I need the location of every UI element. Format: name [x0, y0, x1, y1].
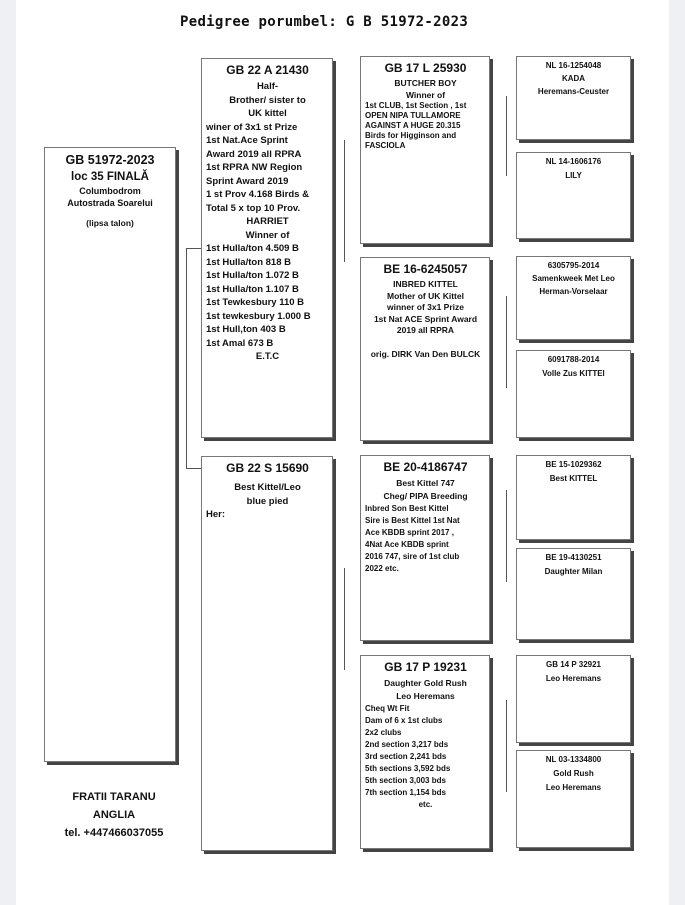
- dam-dam-box: [360, 655, 490, 849]
- breeder-phone: tel. +447466037055: [64, 827, 164, 839]
- ggp-ring: NL 03-1334800: [545, 755, 602, 764]
- sd-line: 1st Nat ACE Sprint Award: [373, 313, 478, 324]
- subject-box: [44, 147, 176, 762]
- ggp-ring: BE 15-1029362: [545, 460, 602, 469]
- subject-line: loc 35 FINALĂ: [71, 171, 149, 183]
- ggp-line: Herman-Vorselaar: [539, 287, 608, 296]
- sire-line: HARRIET: [246, 216, 289, 227]
- sd-line: 2019 all RPRA: [396, 325, 455, 335]
- sire-line: Half-: [256, 81, 279, 92]
- ggp-line: Samenkweek Met Leo: [532, 274, 615, 283]
- dd-line: 2nd section 3,217 bds: [365, 740, 449, 749]
- dd-line: Cheq Wt Fit: [365, 704, 410, 713]
- sire-line: 1st Nat.Ace Sprint: [206, 135, 288, 146]
- sire-line: 1st Hulla/ton 1.107 B: [206, 283, 299, 295]
- sd-line: orig. DIRK Van Den BULCK: [370, 348, 481, 359]
- sd-line: Mother of UK Kittel: [387, 290, 464, 301]
- dd-line: 5th sections 3,592 bds: [365, 764, 451, 773]
- dd-line: 3rd section 2,241 bds: [365, 752, 447, 761]
- sire-line: Winner of: [245, 229, 290, 241]
- sire-line: 1st Amal 673 B: [206, 337, 274, 349]
- sd-line: INBRED KITTEL: [393, 279, 458, 289]
- dd-line: Dam of 6 x 1st clubs: [365, 716, 443, 725]
- dd-line: Leo Heremans: [396, 691, 455, 701]
- dam-line: blue pied: [246, 495, 289, 507]
- breeder-country: ANGLIA: [92, 809, 136, 821]
- ds-line: Sire is Best Kittel 1st Nat: [365, 516, 460, 525]
- ss-line: Birds for Higginson and: [365, 131, 457, 140]
- sire-line: UK kittel: [248, 108, 287, 119]
- connector: [186, 248, 187, 468]
- sire-line: Total 5 x top 10 Prov.: [206, 202, 301, 214]
- sire-line: 1st tewkesbury 1.000 B: [206, 310, 311, 322]
- connector: [344, 140, 345, 262]
- sire-line: 1st Tewkesbury 110 B: [206, 297, 305, 308]
- dam-line: Her:: [206, 509, 226, 520]
- connector: [186, 248, 201, 249]
- ggp-ring: BE 19-4130251: [545, 553, 602, 562]
- ggp-box-2: [516, 152, 631, 239]
- sire-line: Brother/ sister to: [229, 94, 306, 106]
- connector: [186, 468, 201, 469]
- sire-ring: GB 22 A 21430: [226, 63, 309, 77]
- sire-line: winer of 3x1 st Prize: [206, 121, 298, 133]
- connector: [344, 568, 345, 670]
- dam-ring: GB 22 S 15690: [226, 461, 309, 475]
- ds-line: Best Kittel 747: [396, 478, 455, 488]
- dd-line: Daughter Gold Rush: [384, 678, 467, 688]
- subject-line: (lipsa talon): [86, 218, 134, 228]
- dam-box: [201, 456, 333, 851]
- ds-line: Cheg/ PIPA Breeding: [383, 491, 468, 501]
- ggp-line: Best KITTEL: [549, 474, 598, 483]
- ggp-line: Leo Heremans: [545, 783, 602, 792]
- dam-line: Best Kittel/Leo: [234, 482, 301, 493]
- ggp-box-1: [516, 56, 631, 140]
- connector: [506, 296, 507, 388]
- ds-ring: BE 20-4186747: [383, 460, 468, 474]
- ggp-ring: NL 16-1254048: [545, 61, 602, 70]
- ds-line: 2022 etc.: [365, 564, 399, 573]
- ss-line: 1st CLUB, 1st Section , 1st: [365, 101, 467, 110]
- sire-dam-box: [360, 257, 490, 441]
- sire-line: 1st Hulla/ton 818 B: [206, 256, 291, 268]
- ggp-box-3: [516, 256, 631, 340]
- ggp-box-7: [516, 655, 631, 743]
- dam-sire-box: [360, 455, 490, 641]
- ss-line: BUTCHER BOY: [394, 78, 457, 88]
- ggp-line: KADA: [561, 74, 586, 83]
- breeder-contact: [44, 788, 184, 842]
- dd-line: 2x2 clubs: [365, 728, 402, 737]
- connector: [506, 490, 507, 582]
- sd-line: winner of 3x1 Prize: [387, 302, 464, 312]
- ds-line: 4Nat Ace KBDB sprint: [365, 540, 449, 549]
- ss-ring: GB 17 L 25930: [384, 61, 467, 75]
- ggp-ring: 6091788-2014: [547, 355, 600, 364]
- ds-line: 2016 747, sire of 1st club: [365, 552, 460, 561]
- ggp-line: Volle Zus KITTEl: [542, 369, 605, 378]
- sire-line: Sprint Award 2019: [206, 175, 289, 187]
- sire-line: 1 st Prov 4.168 Birds &: [206, 189, 309, 200]
- ggp-ring: 6305795-2014: [547, 261, 600, 270]
- sire-line: 1st Hulla/ton 4.509 B: [206, 243, 299, 254]
- dd-line: etc.: [418, 800, 433, 809]
- ggp-box-5: [516, 455, 631, 540]
- ds-line: Inbred Son Best Kittel: [365, 504, 449, 513]
- ggp-line: Leo Heremans: [545, 674, 602, 683]
- ggp-line: LILY: [565, 171, 582, 180]
- breeder-name: FRATII TARANU: [72, 791, 156, 803]
- sd-ring: BE 16-6245057: [383, 262, 468, 276]
- ggp-line: Daughter Milan: [544, 567, 603, 576]
- ggp-line: Heremans-Ceuster: [537, 87, 610, 96]
- subject-line: Autostrada Soarelui: [67, 198, 153, 208]
- sire-line: 1st Hull,ton 403 B: [206, 324, 286, 335]
- dd-ring: GB 17 P 19231: [384, 660, 467, 674]
- subject-line: Columbodrom: [79, 186, 141, 196]
- dd-line: 7th section 1,154 bds: [365, 788, 446, 797]
- ggp-box-8: [516, 750, 631, 848]
- sire-box: [201, 58, 333, 438]
- sire-sire-box: [360, 56, 490, 244]
- ggp-box-4: [516, 350, 631, 438]
- ss-line: AGAINST A HUGE 20.315: [365, 121, 461, 130]
- sire-line: Award 2019 all RPRA: [206, 148, 302, 160]
- ss-line: FASCIOLA: [365, 141, 406, 150]
- ggp-ring: NL 14-1606176: [545, 157, 602, 166]
- connector: [506, 700, 507, 792]
- sire-line: 1st Hulla/ton 1.072 B: [206, 270, 299, 281]
- ds-line: Ace KBDB sprint 2017 ,: [365, 528, 454, 537]
- ggp-box-6: [516, 548, 631, 640]
- ss-line: Winner of: [405, 89, 446, 100]
- subject-ring: GB 51972-2023: [65, 153, 155, 167]
- connector: [506, 96, 507, 176]
- sire-line: 1st RPRA NW Region: [206, 162, 303, 173]
- page-title: Pedigree porumbel: G B 51972-2023: [180, 14, 469, 30]
- sire-line: E.T.C: [255, 351, 280, 362]
- ggp-line: Gold Rush: [553, 769, 594, 778]
- ss-line: OPEN NIPA TULLAMORE: [365, 111, 461, 120]
- ggp-ring: GB 14 P 32921: [545, 660, 601, 669]
- dd-line: 5th section 3,003 bds: [365, 776, 446, 785]
